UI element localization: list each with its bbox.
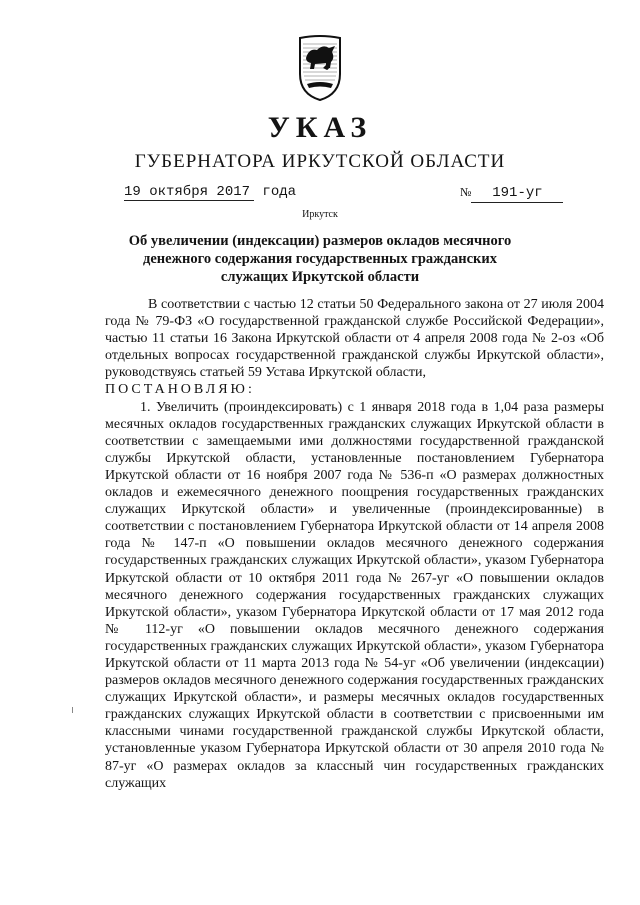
document-heading: Об увеличении (индексации) размеров окладов месячного денежного содержания государственных гражданских служащих Иркутской области (128, 233, 512, 285)
document-body (105, 296, 604, 792)
number-value: 191-уг (471, 184, 563, 203)
document-subtitle: ГУБЕРНАТОРА ИРКУТСКОЙ ОБЛАСТИ (134, 151, 506, 172)
margin-mark (72, 707, 73, 713)
document-date (124, 183, 296, 201)
decree-word: ПОСТАНОВЛЯЮ: (105, 382, 255, 398)
preamble-paragraph: В соответствии с частью 12 статьи 50 Федерального закона от 27 июля 2004 года № 79-ФЗ «О государственной гражданской службе Российской Федерации», частью 11 статьи 16 Закона Иркутской области от 4 апреля 2008 года № 2-оз «Об отдельных вопросах государственной гражданской службы Иркутской области», руководствуясь статьей 59 Устава Иркутской области, (105, 297, 604, 381)
coat-of-arms-icon (297, 34, 343, 102)
document-number (460, 183, 563, 203)
document-title: УКАЗ (267, 111, 373, 144)
item-1-paragraph: 1. Увеличить (проиндексировать) с 1 января 2018 года в 1,04 раза размеры месячных окладов государственных гражданских служащих Иркутской области в соответствии с замещаемыми ими должностями государственной гражданской службы Иркутской области, установленные постановлением Губернатора Иркутской области от 16 ноября 2007 года № 536-п «О размерах должностных окладов и ежемесячного денежного поощрения государственных гражданских служащих Иркутской области» и увеличенные (проиндексированные) в соответствии с постановлением Губернатора Иркутской области от 14 апреля 2008 года № 147-п «О повышении окладов месячного денежного содержания государственных гражданских служащих Иркутской области», указом Губернатора Иркутской области от 10 октября 2011 года № 267-уг «О повышении окладов месячного денежного содержания государственных гражданских служащих Иркутской области», указом Губернатора Иркутской области от 17 мая 2012 года № 112-уг «О повышении окладов месячного денежного содержания государственных гражданских служащих Иркутской области», указом Губернатора Иркутской области от 11 марта 2013 года № 54-уг «Об увеличении (индексации) размеров окладов месячного денежного содержания государственных гражданских служащих Иркутской области», и размеры месячных окладов государственных гражданских служащих Иркутской области в соответствии с присвоенными им классными чинами государственной гражданской службы Иркутской области, установленные указом Губернатора Иркутской области от 30 апреля 2010 года № 87-уг «О размерах окладов за классный чин государственных гражданских служащих (105, 399, 604, 791)
date-suffix: года (254, 184, 297, 200)
number-label: № (460, 185, 472, 199)
date-value: 19 октября 2017 (124, 184, 254, 201)
document-city: Иркутск (302, 209, 338, 220)
